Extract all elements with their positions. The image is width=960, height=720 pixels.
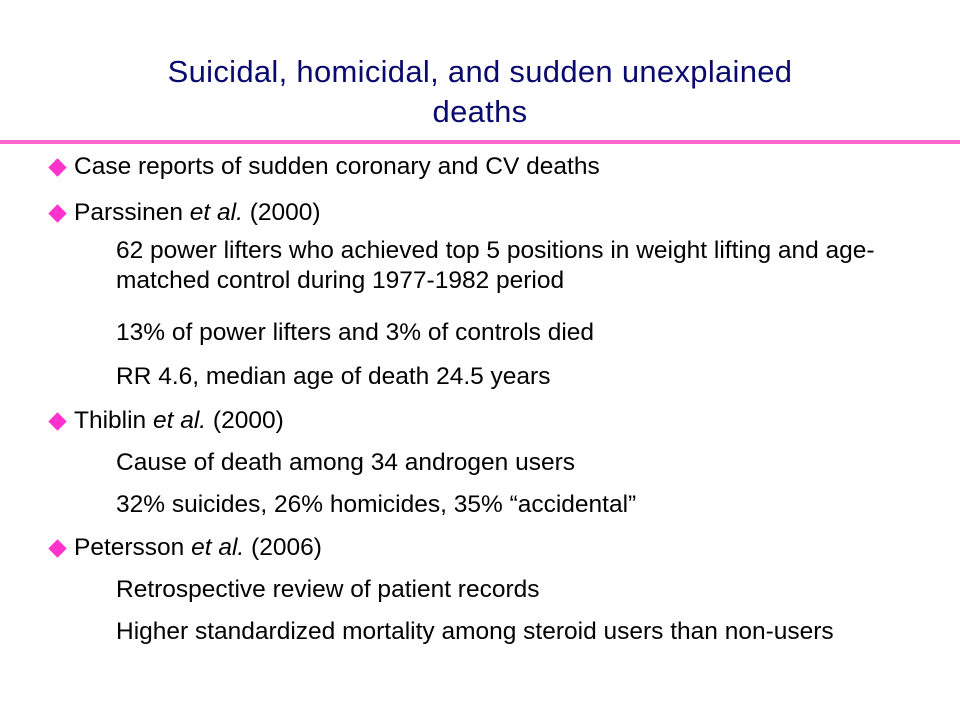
bullet-item bbox=[74, 533, 322, 563]
study-year: (2000) bbox=[242, 199, 321, 226]
sub-item: Retrospective review of patient records bbox=[116, 576, 540, 603]
study-author: Petersson bbox=[74, 534, 185, 561]
diamond-bullet-icon bbox=[48, 539, 66, 557]
sub-item: 32% suicides, 26% homicides, 35% “accidental” bbox=[116, 491, 637, 518]
bullet-item: Case reports of sudden coronary and CV deaths bbox=[74, 153, 600, 180]
bullet-item bbox=[74, 198, 321, 228]
bullet-item bbox=[74, 406, 284, 436]
study-etal: et al. bbox=[189, 199, 243, 226]
diamond-bullet-icon bbox=[48, 158, 66, 176]
slide-title-line-2: deaths bbox=[432, 94, 528, 129]
slide-title-line-1: Suicidal, homicidal, and sudden unexplained bbox=[167, 54, 793, 89]
sub-item: Higher standardized mortality among steroid users than non-users bbox=[116, 618, 834, 645]
sub-item: 62 power lifters who achieved top 5 positions in weight lifting and age-matched control during 1977-1982 period bbox=[116, 237, 875, 294]
diamond-bullet-icon bbox=[48, 204, 66, 222]
study-year: (2006) bbox=[244, 534, 322, 561]
sub-item: RR 4.6, median age of death 24.5 years bbox=[116, 363, 551, 390]
study-author: Thiblin bbox=[74, 407, 147, 434]
study-etal: et al. bbox=[191, 534, 245, 561]
diamond-bullet-icon bbox=[48, 412, 66, 430]
study-etal: et al. bbox=[153, 407, 207, 434]
study-year: (2000) bbox=[206, 407, 284, 434]
title-divider bbox=[0, 140, 960, 144]
study-author: Parssinen bbox=[74, 199, 183, 226]
slide-title bbox=[40, 52, 920, 132]
sub-item: 13% of power lifters and 3% of controls died bbox=[116, 319, 595, 346]
sub-item: Cause of death among 34 androgen users bbox=[116, 449, 576, 476]
